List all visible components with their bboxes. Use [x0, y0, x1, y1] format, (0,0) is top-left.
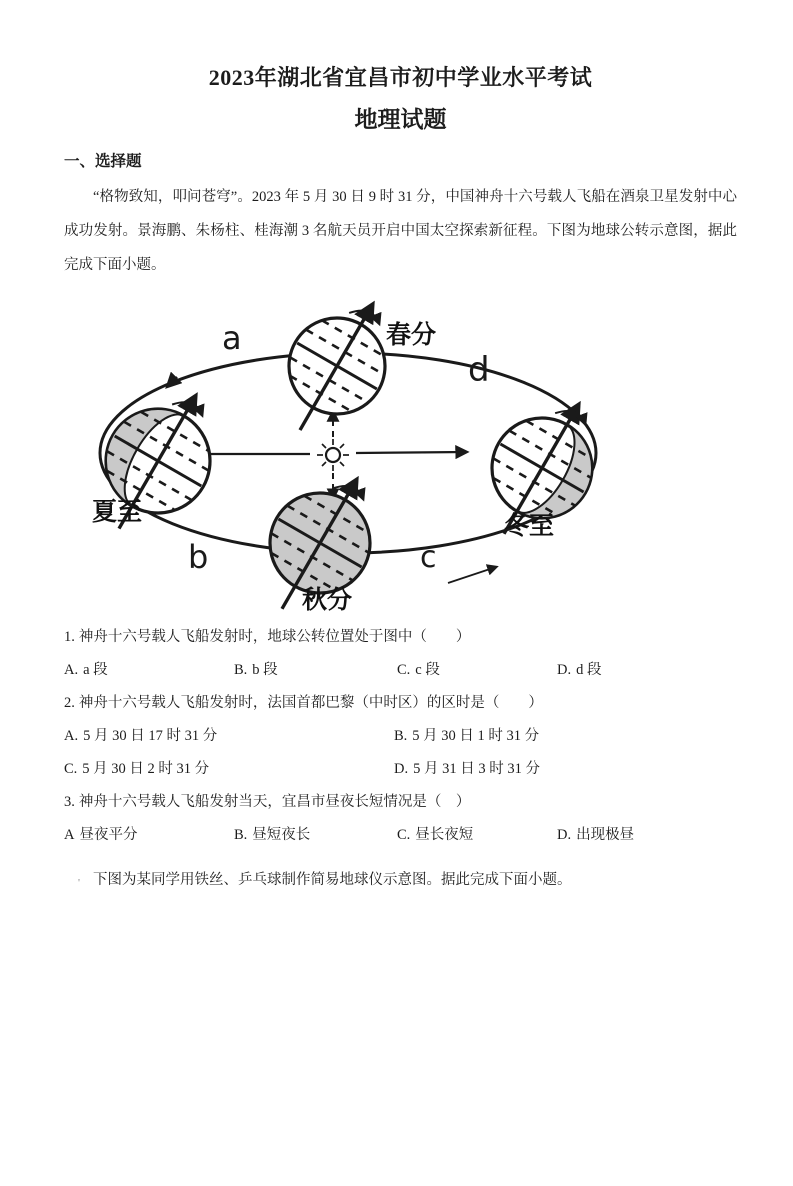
question-3-option-d: D. 出现极昼 — [557, 827, 635, 843]
question-3-number: 3. — [64, 794, 75, 810]
label-winter-solstice: 冬至 — [504, 511, 555, 540]
question-1-option-b: B. b 段 — [234, 662, 278, 678]
earth-revolution-diagram — [80, 291, 600, 621]
sunlight-arrow-right — [356, 452, 466, 453]
segment-c-arrow — [448, 567, 496, 583]
question-2 — [64, 687, 737, 786]
question-1 — [64, 621, 737, 687]
globe-summer-solstice — [80, 371, 240, 555]
question-1-number: 1. — [64, 629, 75, 645]
question-2-option-d: D. 5 月 31 日 3 时 31 分 — [394, 761, 540, 777]
intro-paragraph: “格物致知，叩问苍穹”。2023 年 5 月 30 日 9 时 31 分，中国神舟十六号载人飞船在酒泉卫星发射中心成功发射。景海鹏、朱杨柱、桂海潮 3 名航天员开启中国太空探索新征程。下图为地球公转示意图，据此完成下面小题。 — [64, 189, 737, 273]
section-heading-multiple-choice: 一、选择题 — [64, 153, 142, 170]
question-3-text: 3. 神舟十六号载人飞船发射当天，宜昌市昼夜长短情况是（ ） — [64, 794, 471, 810]
label-summer-solstice: 夏至 — [92, 497, 143, 526]
earth-revolution-svg — [80, 291, 600, 621]
question-3-option-c: C. 昼长夜短 — [397, 827, 474, 843]
question-1-option-d: D. d 段 — [557, 662, 602, 678]
question-1-text: 1. 神舟十六号载人飞船发射时，地球公转位置处于图中（ ） — [64, 629, 471, 645]
question-2-option-b: B. 5 月 30 日 1 时 31 分 — [394, 728, 540, 744]
question-3-options — [64, 819, 737, 852]
exam-document-page — [0, 64, 793, 895]
question-1-option-c: C. c 段 — [397, 662, 440, 678]
question-2-option-c: C. 5 月 30 日 2 时 31 分 — [64, 761, 210, 777]
question-1-options — [64, 654, 737, 687]
question-3 — [64, 786, 737, 852]
question-1-option-a: A. a 段 — [64, 662, 108, 678]
label-spring-equinox: 春分 — [386, 320, 437, 349]
stray-print-artifact: ' — [78, 877, 80, 889]
page-subtitle: 地理试题 — [354, 107, 447, 132]
segment-label-d: d — [468, 350, 490, 390]
question-3-option-a: A 昼夜平分 — [64, 827, 138, 843]
question-2-options — [64, 720, 737, 786]
segment-label-a: a — [222, 319, 242, 357]
globe-spring-equinox — [258, 291, 413, 454]
label-autumn-equinox: 秋分 — [302, 585, 353, 614]
segment-label-b: b — [188, 538, 209, 576]
sun-icon — [317, 439, 349, 471]
question-2-number: 2. — [64, 695, 75, 711]
closing-paragraph: 下图为某同学用铁丝、乒乓球制作简易地球仪示意图。据此完成下面小题。 — [93, 872, 572, 888]
question-2-option-a: A. 5 月 30 日 17 时 31 分 — [64, 728, 218, 744]
segment-label-c: c — [420, 540, 437, 575]
question-2-text: 2. 神舟十六号载人飞船发射时，法国首都巴黎（中时区）的区时是（ ） — [64, 695, 543, 711]
question-3-option-b: B. 昼短夜长 — [234, 827, 311, 843]
page-title: 2023年湖北省宜昌市初中学业水平考试 — [208, 65, 593, 90]
